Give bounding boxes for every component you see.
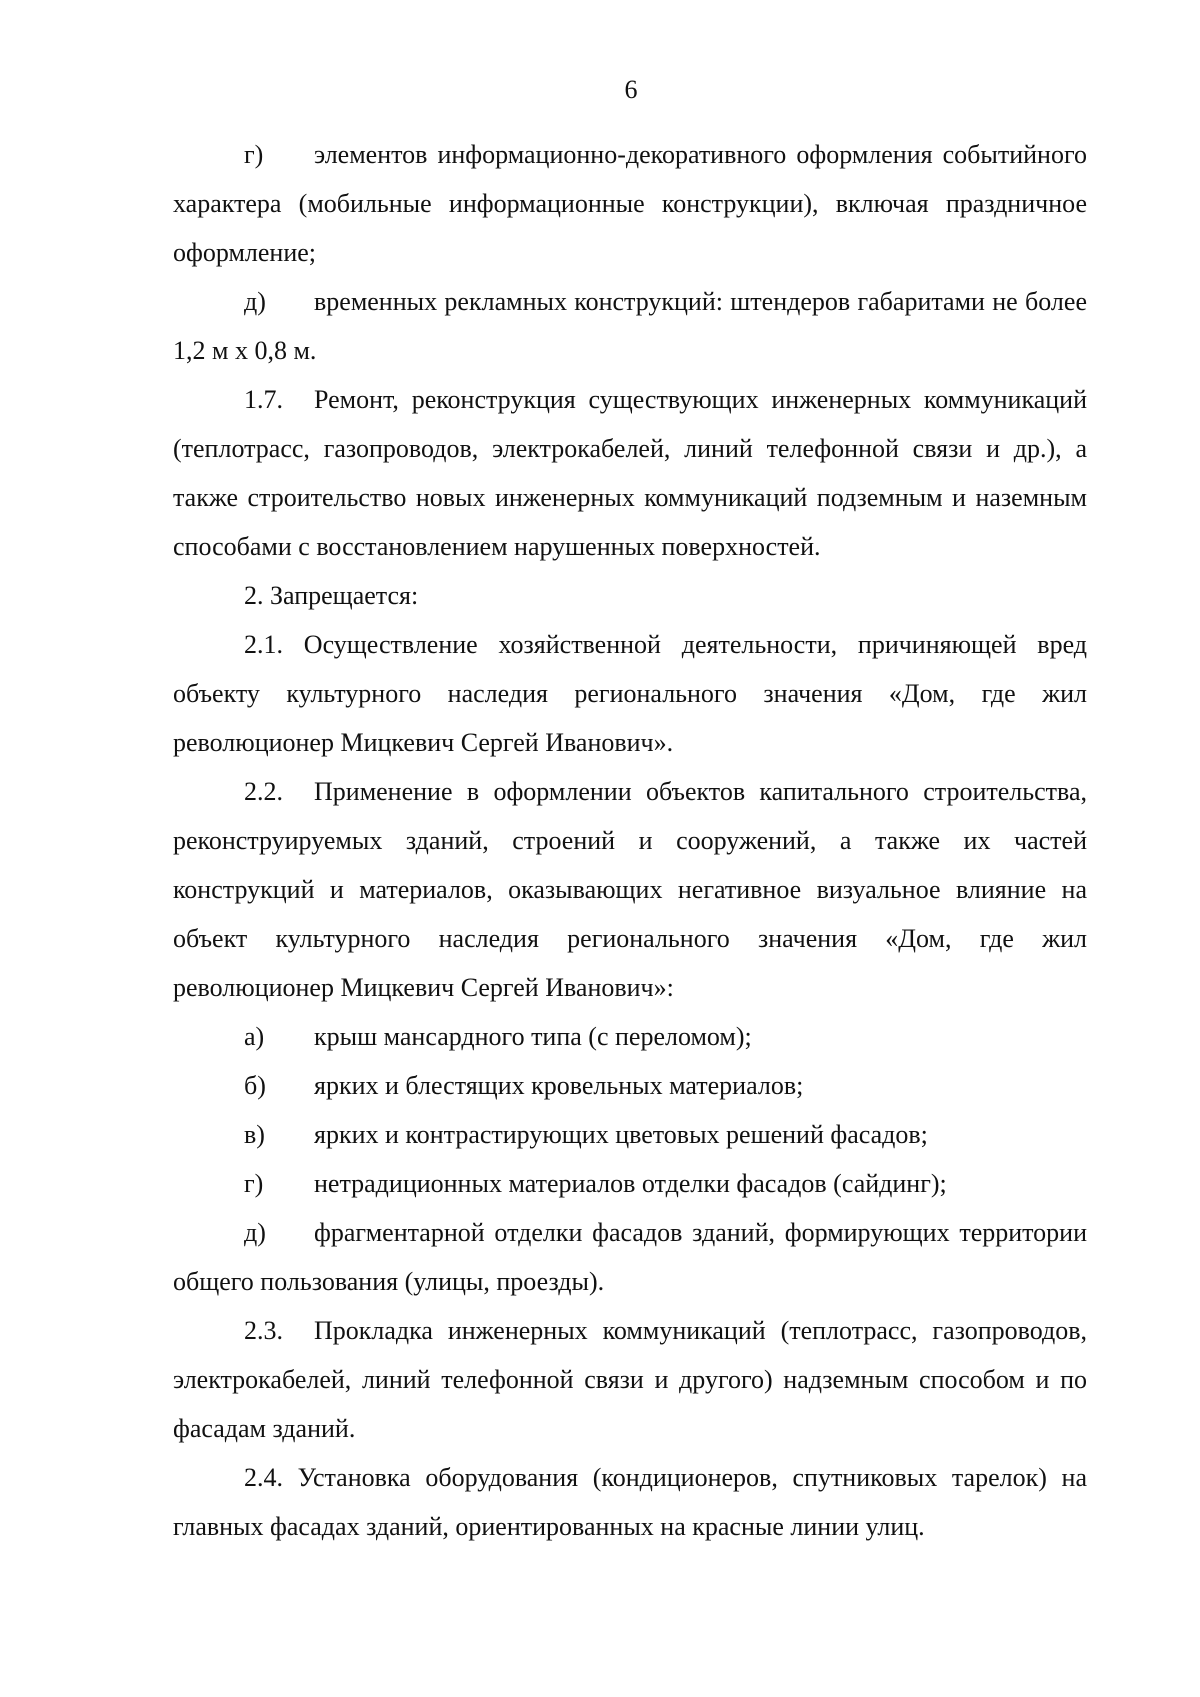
paragraph-2-3 <box>173 1306 1087 1453</box>
paragraph-2-4: 2.4. Установка оборудования (кондиционеров, спутниковых тарелок) на главных фасадах зданий, ориентированных на красные линии улиц. <box>173 1463 1087 1541</box>
paragraph-g-decorative <box>173 130 1087 277</box>
list-item-a <box>173 1012 1087 1061</box>
section-number: 2.2. <box>244 777 283 806</box>
list-item-text: ярких и блестящих кровельных материалов; <box>314 1071 804 1100</box>
list-item-text: нетрадиционных материалов отделки фасадов (сайдинг); <box>314 1169 947 1198</box>
paragraph-2-prohibited-heading: 2. Запрещается: <box>244 581 419 610</box>
list-item-d <box>173 1208 1087 1306</box>
section-number: 2.3. <box>244 1316 283 1345</box>
paragraph-text: элементов информационно-декоративного оформления событийного характера (мобильные информационные конструкции), включая праздничное оформление; <box>173 140 1087 267</box>
page-number: 6 <box>624 75 638 104</box>
list-marker: в) <box>244 1120 265 1149</box>
paragraph-2-1: 2.1. Осуществление хозяйственной деятельности, причиняющей вред объекту культурного наследия регионального значения «Дом, где жил революционер Мицкевич Сергей Иванович». <box>173 630 1087 757</box>
paragraph-text: Ремонт, реконструкция существующих инженерных коммуникаций (теплотрасс, газопроводов, электрокабелей, линий телефонной связи и др.), а также строительство новых инженерных коммуникаций подземным и наземным способами с восстановлением нарушенных поверхностей. <box>173 385 1087 561</box>
list-marker: д) <box>244 287 266 316</box>
paragraph-2-2 <box>173 767 1087 1012</box>
list-item-g <box>173 1159 1087 1208</box>
list-item-text: крыш мансардного типа (с переломом); <box>314 1022 752 1051</box>
paragraph-text: временных рекламных конструкций: штендеров габаритами не более 1,2 м х 0,8 м. <box>173 287 1087 365</box>
list-marker: а) <box>244 1022 265 1051</box>
section-number: 1.7. <box>244 385 283 414</box>
list-item-text: фрагментарной отделки фасадов зданий, формирующих территории общего пользования (улицы, проезды). <box>173 1218 1087 1296</box>
list-marker: б) <box>244 1071 266 1100</box>
paragraph-text: Прокладка инженерных коммуникаций (теплотрасс, газопроводов, электрокабелей, линий телефонной связи и другого) надземным способом и по фасадам зданий. <box>173 1316 1087 1443</box>
paragraph-text: Применение в оформлении объектов капитального строительства, реконструируемых зданий, строений и сооружений, а также их частей конструкций и материалов, оказывающих негативное визуальное влияние на объект культурного наследия регионального значения «Дом, где жил революционер Мицкевич Сергей Иванович»: <box>173 777 1087 1002</box>
list-item-text: ярких и контрастирующих цветовых решений фасадов; <box>314 1120 928 1149</box>
list-marker: г) <box>244 140 264 169</box>
paragraph-1-7-repair <box>173 375 1087 571</box>
list-marker: д) <box>244 1218 266 1247</box>
list-item-b <box>173 1061 1087 1110</box>
list-item-v <box>173 1110 1087 1159</box>
paragraph-d-temporary-ads <box>173 277 1087 375</box>
list-marker: г) <box>244 1169 264 1198</box>
document-body <box>173 130 1087 1551</box>
